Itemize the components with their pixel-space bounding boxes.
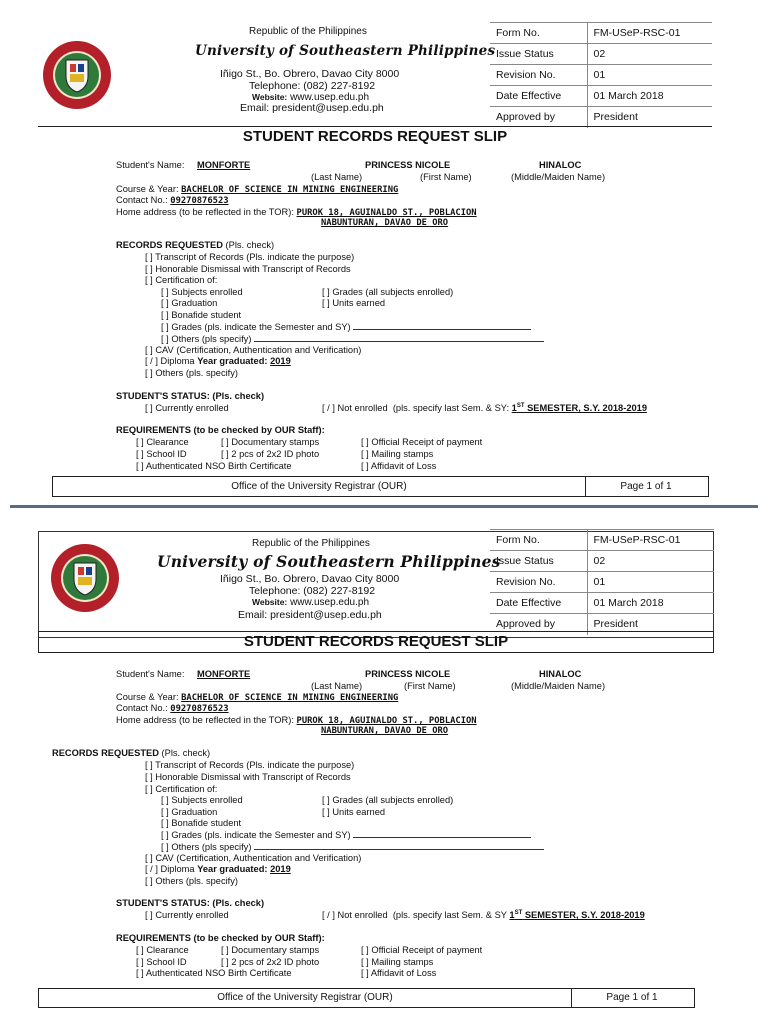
last-name-caption: (Last Name) bbox=[311, 681, 363, 691]
status-not-enrolled: [ / ] Not enrolled (pls. specify last Sem. & SY 1ST SEMESTER, S.Y. 2018-2019 bbox=[322, 910, 645, 921]
footer-page: Page 1 of 1 bbox=[606, 992, 658, 1003]
req-documentary: [ ] Documentary stamps bbox=[221, 945, 320, 955]
last-name-caption: (Last Name) bbox=[311, 172, 363, 182]
first-name-caption: (First Name) bbox=[420, 172, 472, 182]
address-line2: NABUNTURAN, DAVAO DE ORO bbox=[321, 726, 449, 736]
footer-office: Office of the University Registrar (OUR) bbox=[39, 989, 572, 1007]
course-row: Course & Year: BACHELOR OF SCIENCE IN MINING ENGINEERING bbox=[116, 692, 399, 703]
cert-grades-sem: [ ] Grades (pls. indicate the Semester and SY) bbox=[161, 321, 531, 332]
student-name-label: Student's Name: bbox=[116, 669, 185, 679]
cert-subjects: [ ] Subjects enrolled bbox=[161, 795, 243, 805]
req-clearance: [ ] Clearance bbox=[136, 945, 189, 955]
status-enrolled: [ ] Currently enrolled bbox=[145, 403, 229, 413]
record-diploma: [ / ] Diploma Year graduated: 2019 bbox=[145, 864, 291, 874]
university-name: University of Southeastern Philippines bbox=[157, 552, 501, 571]
website-text: Website: www.usep.edu.ph bbox=[252, 597, 370, 608]
student-name-value: MONFORTE PRINCESS NICOLE HINALOC bbox=[197, 160, 582, 170]
record-cav: [ ] CAV (Certification, Authentication and Verification) bbox=[145, 853, 362, 863]
address-row: Home address (to be reflected in the TOR): PUROK 18, AGUINALDO ST., POBLACION bbox=[116, 207, 477, 218]
middle-name-caption: (Middle/Maiden Name) bbox=[511, 172, 606, 182]
republic-text: Republic of the Philippines bbox=[252, 538, 370, 549]
record-honorable: [ ] Honorable Dismissal with Transcript of Records bbox=[145, 264, 351, 274]
record-honorable: [ ] Honorable Dismissal with Transcript of Records bbox=[145, 772, 351, 782]
footer-office: Office of the University Registrar (OUR) bbox=[53, 477, 586, 496]
address-line2: NABUNTURAN, DAVAO DE ORO bbox=[321, 218, 449, 228]
req-mailing: [ ] Mailing stamps bbox=[361, 449, 434, 459]
form-title: STUDENT RECORDS REQUEST SLIP bbox=[38, 631, 714, 653]
form-info-table: Form No. FM-USeP-RSC-01 Issue Status 02 Revision No. 01 Date Effective 01 March 2018 Approved by President bbox=[490, 529, 714, 635]
record-others: [ ] Others (pls. specify) bbox=[145, 368, 238, 378]
cert-bonafide: [ ] Bonafide student bbox=[161, 310, 242, 320]
cert-graduation: [ ] Graduation bbox=[161, 807, 218, 817]
course-row: Course & Year: BACHELOR OF SCIENCE IN MINING ENGINEERING bbox=[116, 184, 399, 195]
cert-grades-sem: [ ] Grades (pls. indicate the Semester and SY) bbox=[161, 829, 531, 840]
telephone-text: Telephone: (082) 227-8192 bbox=[249, 80, 376, 92]
req-school-id: [ ] School ID bbox=[136, 957, 187, 967]
cert-bonafide: [ ] Bonafide student bbox=[161, 818, 242, 828]
status-heading: STUDENT'S STATUS: (Pls. check) bbox=[116, 391, 265, 401]
req-photo: [ ] 2 pcs of 2x2 ID photo bbox=[221, 449, 320, 459]
req-school-id: [ ] School ID bbox=[136, 449, 187, 459]
cert-units: [ ] Units earned bbox=[322, 298, 386, 308]
student-name-value: MONFORTE PRINCESS NICOLE HINALOC bbox=[197, 669, 582, 679]
address-text: Iñigo St., Bo. Obrero, Davao City 8000 bbox=[220, 573, 400, 585]
cert-grades-all: [ ] Grades (all subjects enrolled) bbox=[322, 795, 454, 805]
university-seal-icon bbox=[42, 40, 112, 110]
footer-page: Page 1 of 1 bbox=[620, 481, 672, 492]
requirements-heading: REQUIREMENTS (to be checked by OUR Staff): bbox=[116, 933, 325, 943]
cert-graduation: [ ] Graduation bbox=[161, 298, 218, 308]
cert-subjects: [ ] Subjects enrolled bbox=[161, 287, 243, 297]
records-heading: RECORDS REQUESTED (Pls. check) bbox=[52, 748, 211, 758]
address-text: Iñigo St., Bo. Obrero, Davao City 8000 bbox=[220, 68, 400, 80]
req-documentary: [ ] Documentary stamps bbox=[221, 437, 320, 447]
requirements-heading: REQUIREMENTS (to be checked by OUR Staff): bbox=[116, 425, 325, 435]
req-affidavit: [ ] Affidavit of Loss bbox=[361, 968, 437, 978]
cert-others: [ ] Others (pls specify) bbox=[161, 333, 544, 344]
request-slip-bottom bbox=[0, 507, 768, 1017]
record-cav: [ ] CAV (Certification, Authentication and Verification) bbox=[145, 345, 362, 355]
contact-row: Contact No.: 09270876523 bbox=[116, 703, 229, 714]
req-receipt: [ ] Official Receipt of payment bbox=[361, 437, 483, 447]
record-transcript: [ ] Transcript of Records (Pls. indicate the purpose) bbox=[145, 252, 355, 262]
status-enrolled: [ ] Currently enrolled bbox=[145, 910, 229, 920]
record-others: [ ] Others (pls. specify) bbox=[145, 876, 238, 886]
req-affidavit: [ ] Affidavit of Loss bbox=[361, 461, 437, 471]
record-transcript: [ ] Transcript of Records (Pls. indicate the purpose) bbox=[145, 760, 355, 770]
req-photo: [ ] 2 pcs of 2x2 ID photo bbox=[221, 957, 320, 967]
university-seal-icon bbox=[50, 543, 120, 613]
contact-row: Contact No.: 09270876523 bbox=[116, 195, 229, 206]
status-not-enrolled: [ / ] Not enrolled (pls. specify last Sem. & SY: 1ST SEMESTER, S.Y. 2018-2019 bbox=[322, 403, 647, 414]
footer-box bbox=[38, 988, 695, 1008]
req-nso: [ ] Authenticated NSO Birth Certificate bbox=[136, 461, 292, 471]
telephone-text: Telephone: (082) 227-8192 bbox=[249, 585, 376, 597]
record-diploma: [ / ] Diploma Year graduated: 2019 bbox=[145, 356, 291, 366]
cert-units: [ ] Units earned bbox=[322, 807, 386, 817]
address-row: Home address (to be reflected in the TOR): PUROK 18, AGUINALDO ST., POBLACION bbox=[116, 715, 477, 726]
university-name: University of Southeastern Philippines bbox=[195, 43, 496, 59]
record-certification: [ ] Certification of: bbox=[145, 275, 218, 285]
record-certification: [ ] Certification of: bbox=[145, 784, 218, 794]
records-heading: RECORDS REQUESTED (Pls. check) bbox=[116, 240, 275, 250]
form-info-table: Form No. FM-USeP-RSC-01 Issue Status 02 Revision No. 01 Date Effective 01 March 2018 Approved by President bbox=[490, 22, 712, 128]
req-mailing: [ ] Mailing stamps bbox=[361, 957, 434, 967]
cert-others: [ ] Others (pls specify) bbox=[161, 841, 544, 852]
req-clearance: [ ] Clearance bbox=[136, 437, 189, 447]
status-heading: STUDENT'S STATUS: (Pls. check) bbox=[116, 898, 265, 908]
student-name-label: Student's Name: bbox=[116, 160, 185, 170]
middle-name-caption: (Middle/Maiden Name) bbox=[511, 681, 606, 691]
request-slip-top bbox=[0, 0, 768, 510]
website-text: Website: www.usep.edu.ph bbox=[252, 92, 370, 103]
form-title: STUDENT RECORDS REQUEST SLIP bbox=[38, 126, 712, 148]
req-nso: [ ] Authenticated NSO Birth Certificate bbox=[136, 968, 292, 978]
footer-box bbox=[52, 476, 709, 497]
republic-text: Republic of the Philippines bbox=[249, 26, 367, 37]
cert-grades-all: [ ] Grades (all subjects enrolled) bbox=[322, 287, 454, 297]
first-name-caption: (First Name) bbox=[404, 681, 456, 691]
req-receipt: [ ] Official Receipt of payment bbox=[361, 945, 483, 955]
email-text: Email: president@usep.edu.ph bbox=[238, 609, 382, 621]
email-text: Email: president@usep.edu.ph bbox=[240, 102, 384, 114]
